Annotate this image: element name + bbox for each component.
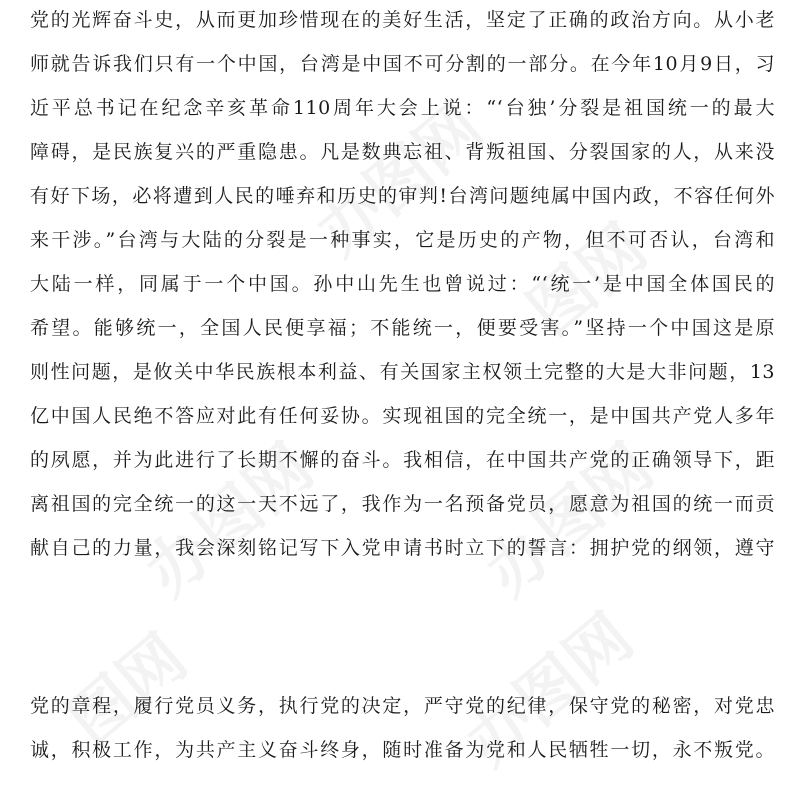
paragraph-line: 党的章程，履行党员义务，执行党的决定，严守党的纪律，保守党的秘密，对党忠	[30, 695, 775, 717]
paragraph-line: 大陆一样，同属于一个中国。孙中山先生也曾说过：“‘统一’是中国全体国民的	[30, 273, 775, 295]
paragraph-line: 近平总书记在纪念辛亥革命110周年大会上说：“‘台独’分裂是祖国统一的最大	[30, 97, 775, 119]
paragraph-line: 离祖国的完全统一的这一天不远了，我作为一名预备党员，愿意为祖国的统一而贡	[30, 493, 775, 515]
watermark-text: 办图网	[452, 600, 648, 781]
watermark-text: 办图网	[302, 90, 498, 271]
watermark-text: 办图网	[132, 430, 328, 611]
paragraph-line: 的夙愿，并为此进行了长期不懈的奋斗。我相信，在中国共产党的正确领导下，距	[30, 449, 775, 471]
paragraph-line: 希望。能够统一，全国人民便享福；不能统一，便要受害。”坚持一个中国这是原	[30, 317, 775, 339]
paragraph-line: 党的光辉奋斗史，从而更加珍惜现在的美好生活，坚定了正确的政治方向。从小老	[30, 9, 775, 31]
paragraph-line: 障碍，是民族复兴的严重隐患。凡是数典忘祖、背叛祖国、分裂国家的人，从来没	[30, 141, 775, 163]
paragraph-line: 来干涉。”台湾与大陆的分裂是一种事实，它是历史的产物，但不可否认，台湾和	[30, 229, 775, 251]
watermark-text: 图网	[55, 621, 201, 761]
paragraph-line: 有好下场，必将遭到人民的唾弃和历史的审判!台湾问题纯属中国内政，不容任何外	[30, 185, 775, 207]
watermark-text: 图网	[515, 211, 661, 351]
paragraph-line: 师就告诉我们只有一个中国，台湾是中国不可分割的一部分。在今年10月9日，习	[30, 53, 775, 75]
paragraph-line: 献自己的力量，我会深刻铭记写下入党申请书时立下的誓言：拥护党的纲领，遵守	[30, 537, 775, 559]
paragraph-line: 则性问题，是攸关中华民族根本利益、有关国家主权领土完整的大是大非问题，13	[30, 361, 775, 383]
paragraph-line: 诚，积极工作，为共产主义奋斗终身，随时准备为党和人民牺牲一切，永不叛党。	[30, 739, 775, 761]
paragraph-line: 亿中国人民绝不答应对此有任何妥协。实现祖国的完全统一，是中国共产党人多年	[30, 405, 775, 427]
watermark-text: 办图网	[472, 430, 668, 611]
